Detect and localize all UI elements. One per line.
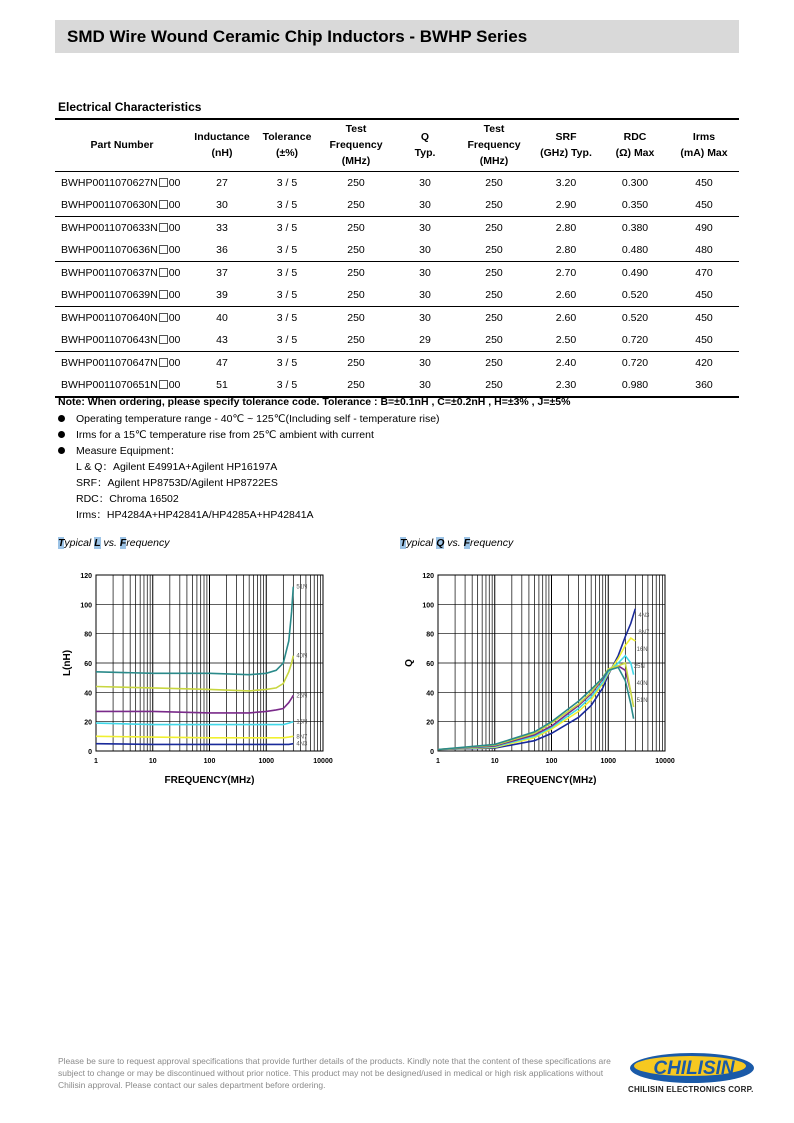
- cell-irms: 450: [695, 176, 713, 189]
- bullet-icon: [58, 431, 65, 438]
- part-number-prefix: BWHP0011070647N: [61, 356, 158, 369]
- part-number-suffix: 00: [168, 378, 181, 391]
- cell-rdc: 0.300: [621, 176, 649, 189]
- part-number-cell: [55, 261, 189, 284]
- series-label: 51N: [296, 584, 308, 591]
- y-tick-label: 80: [84, 631, 92, 639]
- column-header: [393, 119, 457, 171]
- cell-l: 37: [216, 266, 228, 279]
- column-header-line: (MHz): [341, 155, 371, 168]
- company-name: CHILISIN ELECTRONICS CORP.: [628, 1085, 754, 1094]
- column-header: [189, 119, 255, 171]
- series-label: 25N: [633, 664, 645, 670]
- column-header: [531, 119, 601, 171]
- part-number-cell: [55, 374, 189, 397]
- x-tick-label: 10: [148, 758, 157, 765]
- cell-tol: 3 / 5: [276, 266, 298, 279]
- column-header: [601, 119, 669, 171]
- y-tick-label: 40: [426, 690, 434, 698]
- tolerance-code-box-icon: [159, 178, 168, 187]
- tolerance-code-box-icon: [159, 268, 168, 277]
- column-header-line: Test: [345, 123, 367, 136]
- caption-text: vs.: [100, 537, 120, 549]
- y-tick-label: 100: [422, 602, 434, 610]
- part-number-suffix: 00: [168, 356, 181, 369]
- part-number-prefix: BWHP0011070651N: [61, 378, 158, 391]
- cell-irms: 450: [669, 284, 739, 307]
- x-tick-label: 1: [94, 758, 98, 765]
- cell-tf1: 250: [347, 221, 365, 234]
- table-row: [55, 194, 739, 217]
- caption-text: requency: [470, 537, 514, 549]
- cell-srf: 2.80: [555, 221, 577, 234]
- part-number-prefix: BWHP0011070627N: [61, 176, 158, 189]
- cell-l: 30: [189, 194, 255, 217]
- column-header: [55, 119, 189, 171]
- cell-l: 47: [216, 356, 228, 369]
- cell-l: 51: [189, 374, 255, 397]
- chart-caption-q: [400, 537, 513, 549]
- part-number-cell: [55, 216, 189, 239]
- cell-tf1: 250: [347, 176, 365, 189]
- column-header-line: Frequency: [329, 139, 383, 152]
- part-number-prefix: BWHP0011070637N: [61, 266, 158, 279]
- caption-letter: Q: [436, 537, 445, 549]
- electrical-characteristics-table: [55, 118, 739, 398]
- cell-irms: 420: [695, 356, 713, 369]
- cell-rdc: 0.520: [601, 284, 669, 307]
- cell-tf1: 250: [347, 356, 365, 369]
- series-label: 16N: [296, 719, 308, 726]
- column-header: [669, 119, 739, 171]
- column-header: [457, 119, 531, 171]
- table-header-row: [55, 119, 739, 171]
- cell-q: 29: [393, 329, 457, 352]
- cell-tf2: 250: [485, 266, 503, 279]
- cell-tf2: 250: [485, 356, 503, 369]
- cell-tol: 3 / 5: [255, 284, 319, 307]
- cell-tol: 3 / 5: [276, 311, 298, 324]
- header-bar: [55, 20, 739, 53]
- part-number-cell: [55, 194, 189, 217]
- cell-tol: 3 / 5: [255, 194, 319, 217]
- x-tick-label: 10000: [313, 758, 333, 765]
- column-header-line: Q: [420, 131, 430, 144]
- cell-tf2: 250: [457, 284, 531, 307]
- cell-rdc: 0.720: [601, 329, 669, 352]
- y-axis-label: Q: [404, 659, 415, 667]
- cell-l: 39: [189, 284, 255, 307]
- part-number-prefix: BWHP0011070639N: [61, 288, 158, 301]
- cell-q: 30: [393, 374, 457, 397]
- cell-tf1: 250: [319, 374, 393, 397]
- part-number-prefix: BWHP0011070640N: [61, 311, 158, 324]
- y-tick-label: 0: [430, 749, 434, 756]
- cell-tol: 3 / 5: [255, 374, 319, 397]
- bullet-icon: [58, 415, 65, 422]
- column-header-line: (±%): [275, 147, 299, 160]
- part-number-suffix: 00: [168, 333, 181, 346]
- cell-rdc: 0.480: [601, 239, 669, 262]
- equipment-item: L & Q：Agilent E4991A+Agilent HP16197A: [76, 461, 278, 473]
- equipment-item: SRF：Agilent HP8753D/Agilent HP8722ES: [76, 477, 278, 489]
- bullet-text: Measure Equipment：: [76, 445, 181, 457]
- caption-text: requency: [126, 537, 170, 549]
- inductance-vs-frequency-chart: [58, 565, 338, 795]
- column-header-line: (MHz): [479, 155, 509, 168]
- column-header-line: Test: [483, 123, 505, 136]
- y-tick-label: 60: [426, 661, 434, 668]
- y-tick-label: 20: [84, 719, 92, 727]
- part-number-cell: [55, 351, 189, 374]
- table-row: [55, 351, 739, 374]
- cell-tf1: 250: [319, 329, 393, 352]
- tolerance-code-box-icon: [159, 290, 168, 299]
- bullet-item: [58, 411, 440, 427]
- spec-notes: [58, 411, 440, 523]
- cell-tf1: 250: [319, 239, 393, 262]
- q-vs-frequency-chart: [400, 565, 680, 795]
- cell-tol: 3 / 5: [255, 329, 319, 352]
- tolerance-code-box-icon: [159, 200, 168, 209]
- cell-irms: 470: [695, 266, 713, 279]
- cell-tf2: 250: [485, 311, 503, 324]
- column-header-line: Irms: [692, 131, 716, 144]
- cell-tf1: 250: [347, 311, 365, 324]
- x-tick-label: 10: [490, 758, 499, 765]
- cell-tol: 3 / 5: [255, 239, 319, 262]
- x-tick-label: 1000: [600, 758, 617, 765]
- caption-letter: L: [94, 537, 101, 549]
- cell-tf2: 250: [457, 239, 531, 262]
- page-title: SMD Wire Wound Ceramic Chip Inductors - BWHP Series: [67, 27, 528, 46]
- cell-irms: 490: [695, 221, 713, 234]
- cell-l: 40: [216, 311, 228, 324]
- caption-text: ypical: [406, 537, 437, 549]
- cell-irms: 480: [669, 239, 739, 262]
- cell-irms: 450: [669, 194, 739, 217]
- cell-tol: 3 / 5: [276, 221, 298, 234]
- tolerance-code-box-icon: [159, 358, 168, 367]
- bullet-text: Irms for a 15℃ temperature rise from 25℃ ambient with current: [76, 429, 374, 441]
- y-tick-label: 80: [426, 631, 434, 639]
- part-number-suffix: 00: [168, 176, 181, 189]
- part-number-suffix: 00: [168, 243, 181, 256]
- cell-q: 30: [393, 194, 457, 217]
- series-label: 51N: [636, 698, 648, 704]
- x-axis-label: FREQUENCY(MHz): [506, 775, 597, 786]
- caption-text: vs.: [444, 537, 464, 549]
- tolerance-code-box-icon: [159, 313, 168, 322]
- cell-srf: 2.70: [555, 266, 577, 279]
- table-row: [55, 239, 739, 262]
- tolerance-code-box-icon: [159, 245, 168, 254]
- cell-tf1: 250: [319, 284, 393, 307]
- caption-letter: F: [463, 537, 471, 549]
- equipment-item: RDC：Chroma 16502: [76, 493, 179, 505]
- cell-srf: 2.80: [531, 239, 601, 262]
- cell-q: 30: [419, 266, 431, 279]
- table-row: [55, 284, 739, 307]
- part-number-suffix: 00: [168, 311, 181, 324]
- column-header-line: Frequency: [467, 139, 521, 152]
- cell-tol: 3 / 5: [276, 356, 298, 369]
- cell-q: 30: [419, 311, 431, 324]
- cell-srf: 2.90: [531, 194, 601, 217]
- table-row: [55, 306, 739, 329]
- series-label: 8N7: [296, 734, 308, 741]
- column-header-line: (mA) Max: [680, 147, 728, 160]
- y-tick-label: 100: [80, 602, 92, 610]
- table-row: [55, 216, 739, 239]
- tolerance-code-box-icon: [159, 335, 168, 344]
- table-row: [55, 261, 739, 284]
- y-tick-label: 120: [422, 573, 434, 580]
- cell-rdc: 0.720: [621, 356, 649, 369]
- cell-rdc: 0.350: [601, 194, 669, 217]
- column-header-line: Part Number: [90, 139, 154, 152]
- part-number-cell: [55, 239, 189, 262]
- cell-l: 43: [189, 329, 255, 352]
- cell-srf: 2.40: [555, 356, 577, 369]
- part-number-cell: [55, 171, 189, 194]
- bullet-text: Operating temperature range - 40℃ ~ 125℃(Including self - temperature rise): [76, 413, 440, 425]
- column-header-line: Typ.: [414, 147, 436, 160]
- column-header-line: RDC: [623, 131, 647, 144]
- tolerance-code-box-icon: [159, 380, 168, 389]
- bullet-item: [58, 443, 440, 459]
- part-number-cell: [55, 329, 189, 352]
- cell-irms: 360: [669, 374, 739, 397]
- part-number-suffix: 00: [168, 198, 181, 211]
- column-header-line: (GHz) Typ.: [540, 147, 592, 160]
- column-header: [319, 119, 393, 171]
- part-number-suffix: 00: [168, 288, 181, 301]
- series-label: 40N: [296, 653, 308, 660]
- cell-tf1: 250: [347, 266, 365, 279]
- table-row: [55, 329, 739, 352]
- cell-tf2: 250: [485, 176, 503, 189]
- caption-letter: T: [58, 537, 65, 549]
- part-number-suffix: 00: [168, 266, 181, 279]
- cell-q: 30: [419, 176, 431, 189]
- series-label: 16N: [636, 647, 648, 653]
- cell-tf2: 250: [485, 221, 503, 234]
- chart-caption-l: [58, 537, 170, 549]
- series-label: 25N: [296, 693, 308, 700]
- cell-srf: 2.30: [531, 374, 601, 397]
- part-number-cell: [55, 306, 189, 329]
- series-label: 4N3: [638, 613, 650, 619]
- caption-text: ypical: [64, 537, 95, 549]
- cell-irms: 450: [669, 329, 739, 352]
- cell-l: 27: [216, 176, 228, 189]
- cell-srf: 2.50: [531, 329, 601, 352]
- cell-rdc: 0.980: [601, 374, 669, 397]
- y-tick-label: 60: [84, 661, 92, 668]
- cell-tf2: 250: [457, 374, 531, 397]
- y-tick-label: 120: [80, 573, 92, 580]
- y-tick-label: 0: [88, 749, 92, 756]
- y-tick-label: 20: [426, 719, 434, 727]
- part-number-cell: [55, 284, 189, 307]
- equipment-item: Irms：HP4284A+HP42841A/HP4285A+HP42841A: [76, 509, 314, 521]
- logo-wordmark: CHILISIN: [653, 1058, 735, 1079]
- cell-srf: 3.20: [555, 176, 577, 189]
- part-number-prefix: BWHP0011070636N: [61, 243, 158, 256]
- series-label: 40N: [636, 681, 648, 687]
- y-tick-label: 40: [84, 690, 92, 698]
- cell-rdc: 0.380: [621, 221, 649, 234]
- column-header-line: SRF: [555, 131, 577, 144]
- section-title: Electrical Characteristics: [58, 100, 202, 114]
- part-number-suffix: 00: [168, 221, 181, 234]
- series-label: 4N3: [296, 741, 308, 748]
- bullet-icon: [58, 447, 65, 454]
- cell-l: 33: [216, 221, 228, 234]
- cell-irms: 450: [695, 311, 713, 324]
- ordering-note: Note: When ordering, please specify tolerance code. Tolerance : B=±0.1nH , C=±0.2nH , H=±3% , J=±5%: [58, 396, 571, 408]
- footer-disclaimer: Please be sure to request approval specifications that provide further details of the products. Kindly note that the content of these specifications are subject to change or may be discontinued without prior notice. This product may not be designed/used in medical or high risk applications without Chilisin approval. Please contact our sales department before ordering.: [58, 1056, 611, 1090]
- caption-letter: T: [400, 537, 407, 549]
- x-tick-label: 100: [203, 758, 216, 765]
- cell-q: 30: [393, 239, 457, 262]
- cell-tol: 3 / 5: [276, 176, 298, 189]
- bullet-item: [58, 427, 440, 443]
- cell-q: 30: [419, 221, 431, 234]
- cell-rdc: 0.520: [621, 311, 649, 324]
- table-row: [55, 171, 739, 194]
- column-header: [255, 119, 319, 171]
- column-header-line: (nH): [211, 147, 233, 160]
- cell-tf1: 250: [319, 194, 393, 217]
- x-axis-label: FREQUENCY(MHz): [164, 775, 255, 786]
- tolerance-code-box-icon: [159, 223, 168, 232]
- column-header-line: Tolerance: [262, 131, 312, 144]
- table-body: [55, 171, 739, 397]
- x-tick-label: 100: [545, 758, 558, 765]
- column-header-line: (Ω) Max: [615, 147, 655, 160]
- column-header-line: Inductance: [194, 131, 250, 144]
- y-axis-label: L(nH): [62, 649, 73, 677]
- cell-q: 30: [393, 284, 457, 307]
- x-tick-label: 1000: [258, 758, 275, 765]
- cell-srf: 2.60: [531, 284, 601, 307]
- cell-rdc: 0.490: [621, 266, 649, 279]
- x-tick-label: 1: [436, 758, 440, 765]
- part-number-prefix: BWHP0011070643N: [61, 333, 158, 346]
- series-label: 8N7: [638, 630, 650, 636]
- part-number-prefix: BWHP0011070630N: [61, 198, 158, 211]
- cell-srf: 2.60: [555, 311, 577, 324]
- cell-q: 30: [419, 356, 431, 369]
- cell-tf2: 250: [457, 194, 531, 217]
- series-line-4n3: [96, 744, 293, 745]
- cell-tf2: 250: [457, 329, 531, 352]
- cell-l: 36: [189, 239, 255, 262]
- part-number-prefix: BWHP0011070633N: [61, 221, 158, 234]
- table-row: [55, 374, 739, 397]
- caption-letter: F: [119, 537, 127, 549]
- x-tick-label: 10000: [655, 758, 675, 765]
